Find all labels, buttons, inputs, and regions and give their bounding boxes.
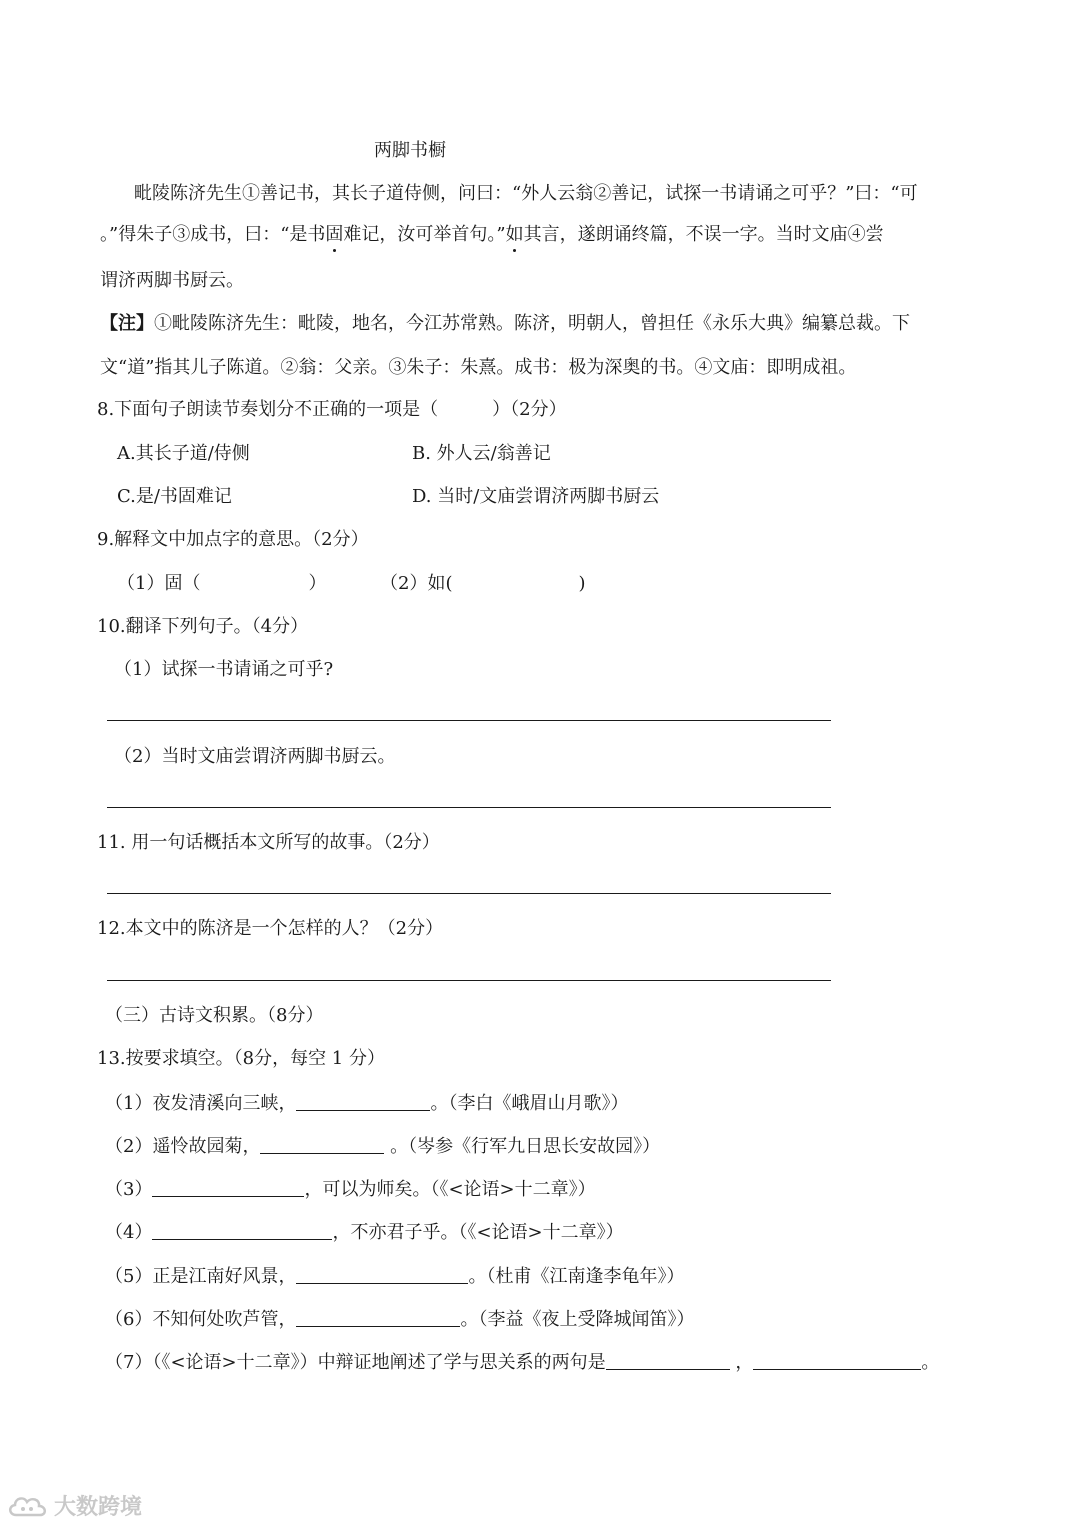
passage-line-3: 谓济两脚书厨云。 [100,270,244,291]
fill-blank [296,1308,460,1327]
q8-option-a: A.其长子道/侍侧 [117,443,250,464]
q8-option-b: B. 外人云/翁善记 [412,443,551,464]
note-line-2: 文“道”指其儿子陈道。②翁：父亲。③朱子：朱熹。成书：极为深奥的书。④文庙：即明成祖。 [100,357,857,378]
q13-item-6: （6）不知何处吹芦管， 。（李益《夜上受降城闻笛》） [105,1309,695,1330]
answer-line [107,807,831,808]
q12-stem: 12.本文中的陈济是一个怎样的人？（2分） [97,918,444,939]
dotted-char-ru: 如 [505,224,524,245]
passage-line-2: 。”得朱子③成书，曰：“是书固难记，汝可举首句。”如其言，遂朗诵终篇，不误一字。当时文庙④尝 [100,224,884,245]
q13-item-7: （7）（《<论语>十二章》）中辩证地阐述了学与思关系的两句是 ， 。 [105,1352,940,1373]
answer-line [107,720,831,721]
q13-item-3: （3） ，可以为师矣。（《<论语>十二章》） [105,1179,596,1200]
fill-blank [152,1178,304,1197]
q11-stem: 11. 用一句话概括本文所写的故事。（2分） [97,832,440,853]
passage-title: 两脚书橱 [374,140,446,161]
q9-item-1: （1）固（ ） [117,573,327,594]
q8-option-d: D. 当时/文庙尝谓济两脚书厨云 [412,486,660,507]
watermark [6,1490,142,1521]
fill-blank [606,1351,730,1370]
fill-blank [152,1221,332,1240]
q13-item-2: （2）遥怜故园菊， 。（岑参《行军九日思长安故园》） [105,1136,661,1157]
answer-line [107,893,831,894]
fill-blank [296,1265,468,1284]
q8-option-c: C.是/书固难记 [117,486,232,507]
q10-item-1: （1）试探一书请诵之可乎? [114,659,334,680]
q13-stem: 13.按要求填空。（8分，每空 1 分） [97,1048,385,1069]
note-label: 【注】 [100,313,154,334]
note-line-1: 【注】①毗陵陈济先生：毗陵，地名，今江苏常熟。陈济，明朝人，曾担任《永乐大典》编纂总裁。下 [100,313,910,334]
cloud-logo-icon [6,1493,50,1519]
fill-blank [753,1351,921,1370]
watermark-text: 大数跨境 [54,1495,143,1520]
q13-item-5: （5）正是江南好风景， 。（杜甫《江南逢李龟年》） [105,1266,685,1287]
fill-blank [296,1092,430,1111]
q13-item-4: （4） ，不亦君子乎。（《<论语>十二章》） [105,1222,624,1243]
fill-blank [260,1135,384,1154]
q10-item-2: （2）当时文庙尝谓济两脚书厨云。 [114,746,396,767]
q10-stem: 10.翻译下列句子。（4分） [97,616,309,637]
passage-line-1: 毗陵陈济先生①善记书，其长子道侍侧，问曰：“外人云翁②善记，试探一书请诵之可乎？”曰：“可 [134,183,918,204]
dotted-char-gu: 固 [325,224,344,245]
answer-line [107,980,831,981]
section-3-heading: （三）古诗文积累。（8分） [105,1005,324,1026]
q9-stem: 9.解释文中加点字的意思。（2分） [97,529,369,550]
q9-item-2: （2）如( ) [380,573,586,594]
q13-item-1: （1）夜发清溪向三峡， 。（李白《峨眉山月歌》） [105,1093,629,1114]
q8-stem: 8.下面句子朗读节奏划分不正确的一项是（ ）（2分） [97,399,567,420]
